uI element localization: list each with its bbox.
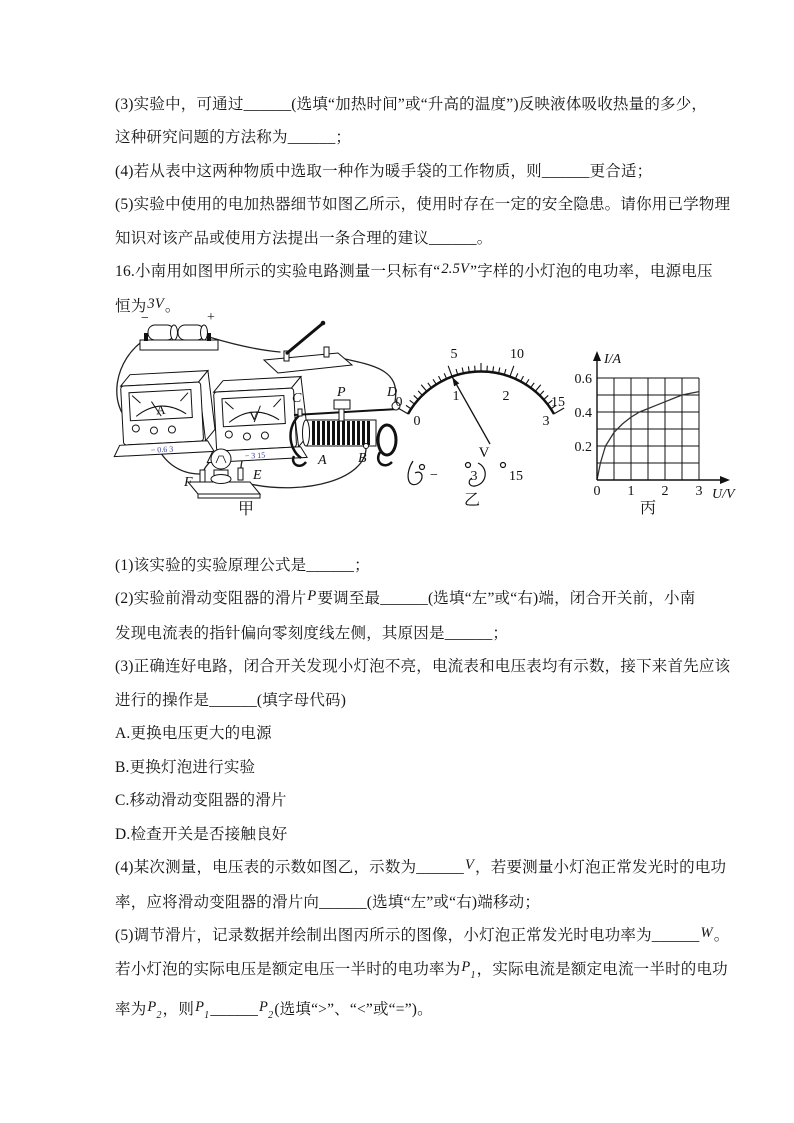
outer-tick-0: 0 (395, 395, 403, 410)
rheostat-label-c: C (292, 391, 302, 406)
battery-plus-label: + (207, 310, 215, 325)
text-line: A.更换电压更大的电源 (115, 725, 272, 743)
voltmeter-dial-yi (386, 326, 586, 526)
voltmeter-dial-letter: V (248, 407, 259, 424)
x-axis-arrow (720, 476, 730, 484)
figure-caption-jia: 甲 (237, 501, 255, 518)
svg-text:3: 3 (695, 484, 703, 499)
y-axis-arrow (593, 351, 601, 361)
text-line: (1)该实验的实验原理公式是______； (115, 557, 370, 574)
outer-tick-5: 5 (450, 347, 458, 362)
inner-tick-3: 3 (542, 414, 550, 429)
text-line: 发现电流表的指针偏向零刻度线左侧，其原因是______； (115, 624, 509, 642)
rheostat-label-a: A (318, 453, 327, 468)
dial-ticks (395, 363, 564, 414)
y-axis-label: I/A (604, 352, 622, 367)
outer-tick-15: 15 (551, 395, 565, 410)
text-line: (3)正确连好电路，闭合开关发现小灯泡不亮，电流表和电压表均有示数，接下来首先应该 (115, 658, 731, 676)
circuit-diagram-jia (108, 312, 408, 527)
text-line: (5)调节滑片，记录数据并绘制出图丙所示的图像，小灯泡正常发光时电功率为______W。 (115, 924, 730, 944)
text-line: B.更换灯泡进行实验 (115, 758, 256, 776)
svg-text:0.2: 0.2 (574, 440, 592, 455)
rheostat-label-b: B (358, 451, 367, 466)
svg-text:2: 2 (661, 484, 669, 499)
inner-tick-0: 0 (413, 414, 421, 429)
text-line: (3)实验中，可通过______(选填“加热时间”或“升高的温度”)反映液体吸收热量的多少， (115, 96, 708, 113)
figure-caption-yi: 乙 (463, 492, 481, 509)
x-tick-labels (594, 484, 703, 499)
text-line: 若小灯泡的实际电压是额定电压一半时的电功率为$P_1$，实际电流是额定电流一半时的电功 (115, 959, 728, 982)
text-line: C.移动滑动变阻器的滑片 (115, 792, 287, 810)
text-line: 率为$P_2$，则$P_1\_\_\_\_\_\_P_2$(选填“>”、“<”或“=”)。 (115, 998, 433, 1021)
text-line: 恒为3V。 (115, 295, 181, 315)
dial-needle (452, 377, 490, 444)
text-line: D.检查开关是否接触良好 (115, 825, 288, 843)
bulb-label-f: F (184, 475, 193, 490)
text-line: (4)若从表中这两种物质中选取一种作为暖手袋的工作物质，则______更合适； (115, 162, 653, 180)
inner-tick-2: 2 (502, 389, 510, 404)
iu-graph-bing (566, 333, 766, 518)
ammeter-terminal-labels: − 0.6 3 (150, 444, 174, 455)
svg-text:0.4: 0.4 (574, 406, 592, 421)
terminal-3: 3 (470, 469, 478, 484)
text-line: 知识对该产品或使用方法提出一条合理的建议______。 (115, 229, 493, 247)
text-line: 这种研究问题的方法称为______； (115, 129, 352, 147)
svg-text:1: 1 (627, 484, 635, 499)
text-line: 率，应将滑动变阻器的滑片向______(选填“左”或“右)端移动； (115, 893, 541, 911)
dial-unit-label: V (478, 445, 490, 461)
ammeter-dial-letter: A (155, 401, 166, 418)
terminal-minus: − (430, 468, 438, 483)
text-line: 16.小南用如图甲所示的实验电路测量一只标有“2.5V”字样的小灯泡的电功率，电源电压 (115, 261, 713, 281)
ammeter (110, 370, 216, 456)
x-axis-label: U/V (712, 487, 735, 502)
inner-tick-1: 1 (452, 389, 460, 404)
battery-minus-label: − (141, 311, 149, 326)
text-line: 进行的操作是______(填字母代码) (115, 691, 347, 709)
question-text-lower (115, 549, 731, 1032)
question-text-upper (115, 88, 731, 324)
battery (140, 310, 218, 350)
graph-grid (597, 378, 699, 480)
rheostat (291, 385, 401, 468)
text-line: (4)某次测量，电压表的示数如图乙，示数为______V，若要测量小灯泡正常发光时的电功 (115, 857, 727, 877)
figure-caption-bing: 丙 (639, 500, 657, 517)
bulb-label-e: E (253, 468, 262, 483)
svg-text:0: 0 (593, 484, 601, 499)
switch (264, 321, 352, 373)
dial-arc (408, 372, 554, 414)
y-tick-labels (575, 372, 593, 455)
voltmeter-terminal-labels: − 3 15 (244, 450, 266, 461)
text-line: (5)实验中使用的电加热器细节如图乙所示，使用时存在一定的安全隐患。请你用已学物理 (115, 196, 731, 214)
terminal-15: 15 (509, 469, 523, 484)
text-line: (2)实验前滑动变阻器的滑片P要调至最______(选填“左”或“右)端，闭合开关前，小南 (115, 588, 696, 608)
terminal-sketch (408, 461, 523, 486)
outer-tick-10: 10 (510, 347, 524, 362)
svg-text:0.6: 0.6 (574, 372, 592, 387)
rheostat-label-d: D (387, 385, 398, 400)
rheostat-label-p: P (337, 385, 346, 400)
